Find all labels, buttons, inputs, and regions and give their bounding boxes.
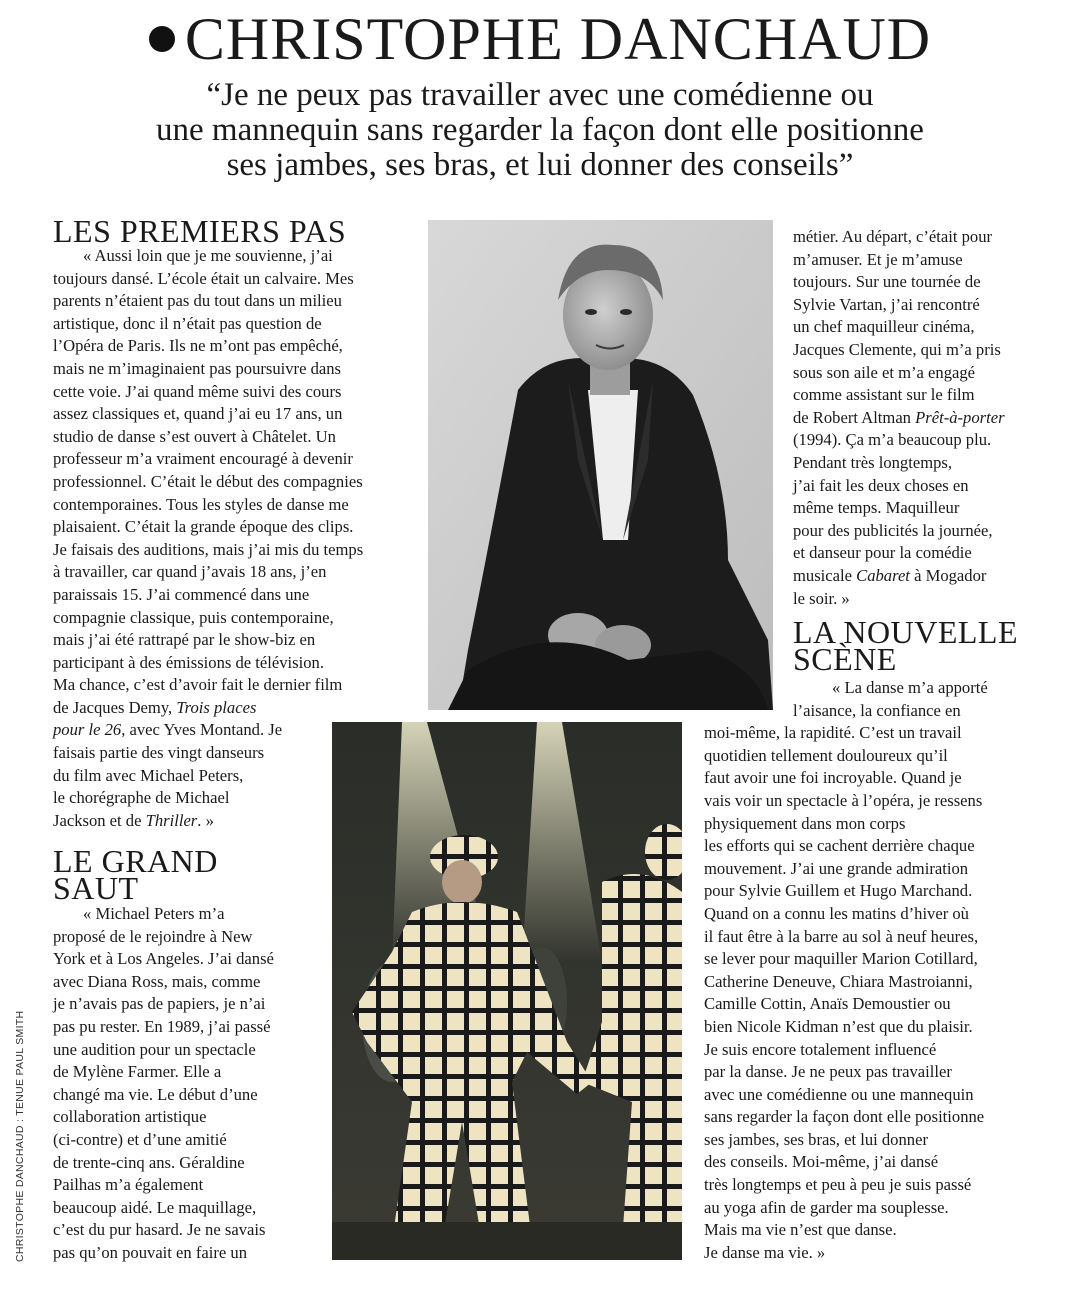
text-line: quotidien tellement douloureux qu’il [704, 745, 948, 765]
portrait-photo [428, 220, 773, 710]
stage-illustration [332, 722, 682, 1260]
column-right-top [793, 226, 1043, 610]
text-line: les efforts qui se cachent derrière chaque [704, 836, 975, 856]
text-line: j’ai fait les deux choses en [793, 475, 969, 495]
article-header [0, 6, 1080, 183]
text-run: . » [197, 810, 214, 830]
text-line: professeur m’a vraiment encouragé à devenir [53, 449, 353, 469]
text-line: faisais partie des vingt danseurs [53, 743, 265, 763]
film-title: Thriller [145, 810, 198, 830]
text-line: moi-même, la rapidité. C’est un travail [704, 723, 962, 743]
text-line: Ma chance, c’est d’avoir fait le dernier film [53, 675, 343, 695]
text-run: Jackson et de [53, 810, 146, 830]
column-nouvelle-scene [704, 677, 1044, 1264]
text-line: bien Nicole Kidman n’est que du plaisir. [704, 1016, 973, 1036]
text-line: York et à Los Angeles. J’ai dansé [53, 949, 274, 969]
text-line: avec une comédienne ou une mannequin [704, 1084, 974, 1104]
text-line: professionnel. C’était le début des compagnies [53, 471, 363, 491]
section-title-premiers-pas: LES PREMIERS PAS [53, 213, 347, 249]
text-line: studio de danse s’est ouvert à Châtelet. Un [53, 426, 336, 446]
text-line: l’Opéra de Paris. Ils ne m’ont pas empêché, [53, 336, 343, 356]
text-line: cette voie. J’ai quand même suivi des cours [53, 381, 342, 401]
text-line: très longtemps et peu à peu je suis passé [704, 1175, 972, 1195]
text-line: plaisaient. C’était la grande époque des clips. [53, 517, 354, 537]
text-line: Camille Cottin, Anaïs Demoustier ou [704, 994, 951, 1014]
text-line: physiquement dans mon corps [704, 813, 906, 833]
text-line: se lever pour maquiller Marion Cotillard, [704, 949, 978, 969]
text-line: l’aisance, la confiance en [793, 700, 961, 720]
text-line: sous son aile et m’a engagé [793, 362, 976, 382]
headline [0, 6, 1080, 72]
text-line: « La danse m’a apporté [832, 678, 988, 697]
film-title: pour le 26 [53, 720, 122, 740]
text-line: beaucoup aidé. Le maquillage, [53, 1197, 257, 1217]
film-title: Trois places [176, 697, 257, 717]
text-run: musicale [793, 565, 857, 585]
text-line: Pailhas m’a également [53, 1175, 204, 1195]
stage-photo [332, 722, 682, 1260]
text-line: je n’avais pas de papiers, je n’ai [53, 994, 266, 1014]
text-line: vais voir un spectacle à l’opéra, je ressens [704, 790, 983, 810]
text-line: (ci-contre) et d’une amitié [53, 1129, 227, 1149]
text-line [793, 407, 1043, 430]
text-line [793, 565, 1043, 588]
text-line: à travailler, car quand j’avais 18 ans, j’en [53, 562, 327, 582]
text-line: assez classiques et, quand j’ai eu 17 ans, un [53, 404, 343, 424]
text-run: , avec Yves Montand. Je [121, 720, 283, 740]
text-line: (1994). Ça m’a beaucoup plu. [793, 430, 992, 450]
text-run: de Jacques Demy, [53, 697, 177, 717]
text-line: sans regarder la façon dont elle positionne [704, 1107, 985, 1127]
text-line: Jacques Clemente, qui m’a pris [793, 339, 1001, 359]
section-title-line: LE GRAND [53, 843, 218, 879]
text-line: contemporaines. Tous les styles de danse me [53, 494, 349, 514]
text-line: mouvement. J’ai une grande admiration [704, 858, 969, 878]
pull-quote-line: une mannequin sans regarder la façon dont elle positionne [156, 112, 924, 148]
text-line: du film avec Michael Peters, [53, 765, 244, 785]
text-line: parents n’étaient pas du tout dans un milieu [53, 291, 342, 311]
bullet-dot-icon [149, 26, 175, 52]
section-title-line: SCÈNE [793, 641, 897, 677]
section-title-grand-saut [53, 843, 218, 906]
text-line: comme assistant sur le film [793, 385, 975, 405]
text-line: Catherine Deneuve, Chiara Mastroianni, [704, 971, 973, 991]
text-line: ses jambes, ses bras, et lui donner [704, 1129, 928, 1149]
text-line: artistique, donc il n’était pas question de [53, 313, 322, 333]
text-line: pas pu rester. En 1989, j’ai passé [53, 1016, 271, 1036]
text-line [53, 697, 418, 720]
text-run: à Mogador [909, 565, 987, 585]
text-line: il faut être à la barre au sol à neuf heures, [704, 926, 979, 946]
text-line: « Aussi loin que je me souvienne, j’ai [83, 246, 333, 265]
section-title-line: LA NOUVELLE [793, 614, 1019, 650]
portrait-illustration [428, 220, 773, 710]
text-line: de trente-cinq ans. Géraldine [53, 1152, 245, 1172]
text-line: changé ma vie. Le début d’une [53, 1084, 258, 1104]
text-line: collaboration artistique [53, 1107, 207, 1127]
text-line: des conseils. Moi-même, j’ai dansé [704, 1152, 939, 1172]
pull-quote [0, 78, 1080, 183]
text-line: Je danse ma vie. » [704, 1242, 826, 1262]
text-run: de Robert Altman [793, 407, 916, 427]
pull-quote-line: ses jambes, ses bras, et lui donner des conseils” [226, 147, 854, 183]
text-line: proposé de le rejoindre à New [53, 926, 253, 946]
headline-name: CHRISTOPHE DANCHAUD [184, 6, 932, 72]
text-line: toujours. Sur une tournée de [793, 272, 981, 292]
photo-credit: CHRISTOPHE DANCHAUD : TENUE PAUL SMITH [14, 1010, 26, 1262]
text-line: mais ne m’imaginaient pas poursuivre dans [53, 358, 342, 378]
text-line: c’est du pur hasard. Je ne savais [53, 1220, 266, 1240]
text-line: mais j’ai été rattrapé par le show-biz en [53, 630, 316, 650]
text-line: pour des publicités la journée, [793, 520, 993, 540]
section-title-line: SAUT [53, 870, 139, 906]
text-line: Pendant très longtemps, [793, 452, 953, 472]
text-line: Je suis encore totalement influencé [704, 1039, 937, 1059]
text-line: faut avoir une foi incroyable. Quand je [704, 768, 962, 788]
text-line: de Mylène Farmer. Elle a [53, 1062, 222, 1082]
text-line: le chorégraphe de Michael [53, 788, 230, 808]
text-line: compagnie classique, puis contemporaine, [53, 607, 334, 627]
text-line: « Michael Peters m’a [83, 904, 225, 923]
pull-quote-line: “Je ne peux pas travailler avec une comédienne ou [206, 77, 874, 113]
film-title: Prêt-à-porter [915, 407, 1005, 427]
text-line: pas qu’on pouvait en faire un [53, 1242, 247, 1262]
column-grand-saut [53, 903, 321, 1265]
text-line: toujours dansé. L’école était un calvaire. Mes [53, 268, 354, 288]
text-line: Je faisais des auditions, mais j’ai mis du temps [53, 539, 364, 559]
text-line: un chef maquilleur cinéma, [793, 317, 975, 337]
text-line: une audition pour un spectacle [53, 1039, 256, 1059]
text-line: même temps. Maquilleur [793, 498, 960, 518]
text-line: avec Diana Ross, mais, comme [53, 971, 261, 991]
text-line: participant à des émissions de télévision. [53, 652, 324, 672]
show-title: Cabaret [856, 565, 910, 585]
text-line: le soir. » [793, 588, 850, 608]
text-line: Mais ma vie n’est que danse. [704, 1220, 897, 1240]
text-line: m’amuser. Et je m’amuse [793, 249, 963, 269]
text-line: Sylvie Vartan, j’ai rencontré [793, 294, 980, 314]
text-line: et danseur pour la comédie [793, 543, 972, 563]
text-line: au yoga afin de garder ma souplesse. [704, 1197, 949, 1217]
text-line: par la danse. Je ne peux pas travailler [704, 1062, 952, 1082]
section-title-nouvelle-scene [793, 614, 1019, 677]
text-line: métier. Au départ, c’était pour [793, 227, 993, 246]
text-line: pour Sylvie Guillem et Hugo Marchand. [704, 881, 973, 901]
text-line: Quand on a connu les matins d’hiver où [704, 903, 969, 923]
text-line: paraissais 15. J’ai commencé dans une [53, 584, 310, 604]
